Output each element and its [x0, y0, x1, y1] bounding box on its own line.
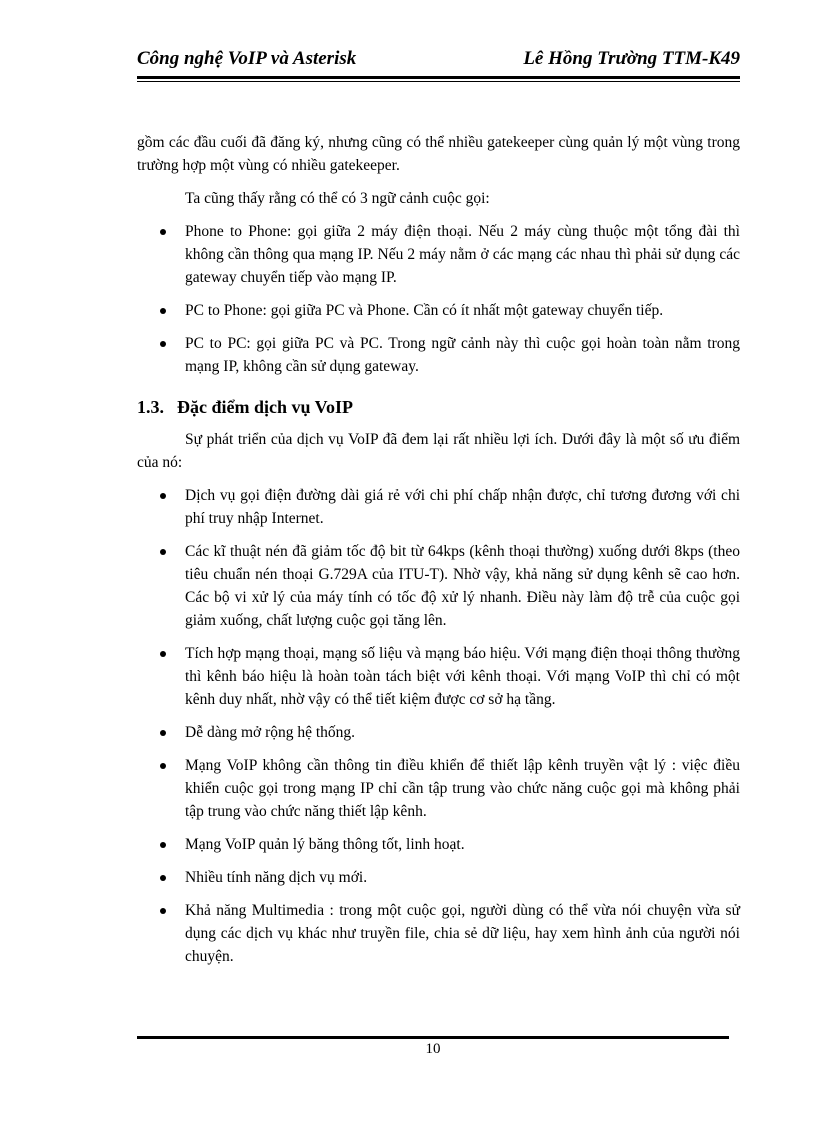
section-title: Đặc điểm dịch vụ VoIP: [177, 397, 354, 417]
header-author: Lê Hồng Trường TTM-K49: [523, 48, 740, 69]
bullet-icon: [160, 229, 166, 235]
header-title: Công nghệ VoIP và Asterisk: [137, 48, 357, 69]
list-item: [137, 866, 740, 889]
list-item-text: Phone to Phone: gọi giữa 2 máy điện thoại. Nếu 2 máy cùng thuộc một tổng đài thì không cần thông qua mạng IP. Nếu 2 máy nằm ở các mạng các nhau thì phải sử dụng các gateway chuyển tiếp vào mạng IP.: [185, 223, 740, 286]
list-item-text: Tích hợp mạng thoại, mạng số liệu và mạng báo hiệu. Với mạng điện thoại thông thường thì kênh báo hiệu là hoàn toàn tách biệt với kênh thoại. Với mạng VoIP thì chỉ có một kênh duy nhất, nhờ vậy có thể tiết kiệm được cơ sở hạ tầng.: [185, 645, 740, 708]
list-item-text: Mạng VoIP quản lý băng thông tốt, linh hoạt.: [185, 836, 465, 853]
list-item-text: Dễ dàng mở rộng hệ thống.: [185, 724, 356, 741]
list-item-text: PC to Phone: gọi giữa PC và Phone. Cần có ít nhất một gateway chuyển tiếp.: [185, 302, 664, 319]
section-number: 1.3.: [137, 397, 164, 417]
bullet-icon: [160, 730, 166, 736]
section-intro: Sự phát triển của dịch vụ VoIP đã đem lại rất nhiều lợi ích. Dưới đây là một số ưu điểm của nó:: [137, 431, 740, 471]
list-item: [137, 642, 740, 711]
list-item: [137, 833, 740, 856]
header-rule-thick: [137, 76, 740, 79]
list-item: [137, 754, 740, 823]
list-item-text: Mạng VoIP không cần thông tin điều khiển để thiết lập kênh truyền vật lý : việc điều khiển cuộc gọi trong mạng IP chỉ cần tập trung vào chức năng cuộc gọi mà không phải tập trung vào chức năng thiết lập kênh.: [185, 757, 740, 820]
list-item: [137, 721, 740, 744]
page-body: [137, 131, 740, 978]
list-item: [137, 220, 740, 289]
call-contexts-list: [137, 220, 740, 378]
bullet-icon: [160, 908, 166, 914]
footer-rule: [137, 1036, 729, 1039]
bullet-icon: [160, 842, 166, 848]
bullet-icon: [160, 308, 166, 314]
list-item-text: Dịch vụ gọi điện đường dài giá rẻ với chi phí chấp nhận được, chỉ tương đương với chi phí truy nhập Internet.: [185, 487, 740, 527]
list-item-text: PC to PC: gọi giữa PC và PC. Trong ngữ cảnh này thì cuộc gọi hoàn toàn nằm trong mạng IP, không cần sử dụng gateway.: [185, 335, 740, 375]
bullet-icon: [160, 875, 166, 881]
section-heading: [137, 394, 740, 420]
list-item: [137, 484, 740, 530]
list-item: [137, 332, 740, 378]
list-item: [137, 540, 740, 632]
bullet-icon: [160, 651, 166, 657]
bullet-icon: [160, 341, 166, 347]
header-rule-thin: [137, 81, 740, 82]
page-header: [137, 48, 740, 72]
page-number: 10: [425, 1041, 441, 1057]
list-item-text: Các kĩ thuật nén đã giảm tốc độ bit từ 64kps (kênh thoại thường) xuống dưới 8kps (theo tiêu chuẩn nén thoại G.729A của ITU-T). Nhờ vậy, khả năng sử dụng kênh sẽ cao hơn. Các bộ vi xử lý của máy tính có tốc độ xử lý nhanh. Điều này làm độ trễ của cuộc gọi giảm xuống, chất lượng cuộc gọi tăng lên.: [185, 543, 740, 629]
advantages-list: [137, 484, 740, 968]
list-item-text: Khả năng Multimedia : trong một cuộc gọi, người dùng có thể vừa nói chuyện vừa sử dụng các dịch vụ khác như truyền file, chia sẻ dữ liệu, hay xem hình ảnh của người nói chuyện.: [185, 902, 740, 965]
contexts-intro: Ta cũng thấy rằng có thể có 3 ngữ cảnh cuộc gọi:: [185, 190, 490, 207]
list-item: [137, 899, 740, 968]
bullet-icon: [160, 493, 166, 499]
list-item: [137, 299, 740, 322]
continuation-paragraph: gồm các đầu cuối đã đăng ký, nhưng cũng có thể nhiều gatekeeper cùng quản lý một vùng trong trường hợp một vùng có nhiều gatekeeper.: [137, 134, 740, 174]
list-item-text: Nhiều tính năng dịch vụ mới.: [185, 869, 368, 886]
bullet-icon: [160, 763, 166, 769]
bullet-icon: [160, 549, 166, 555]
